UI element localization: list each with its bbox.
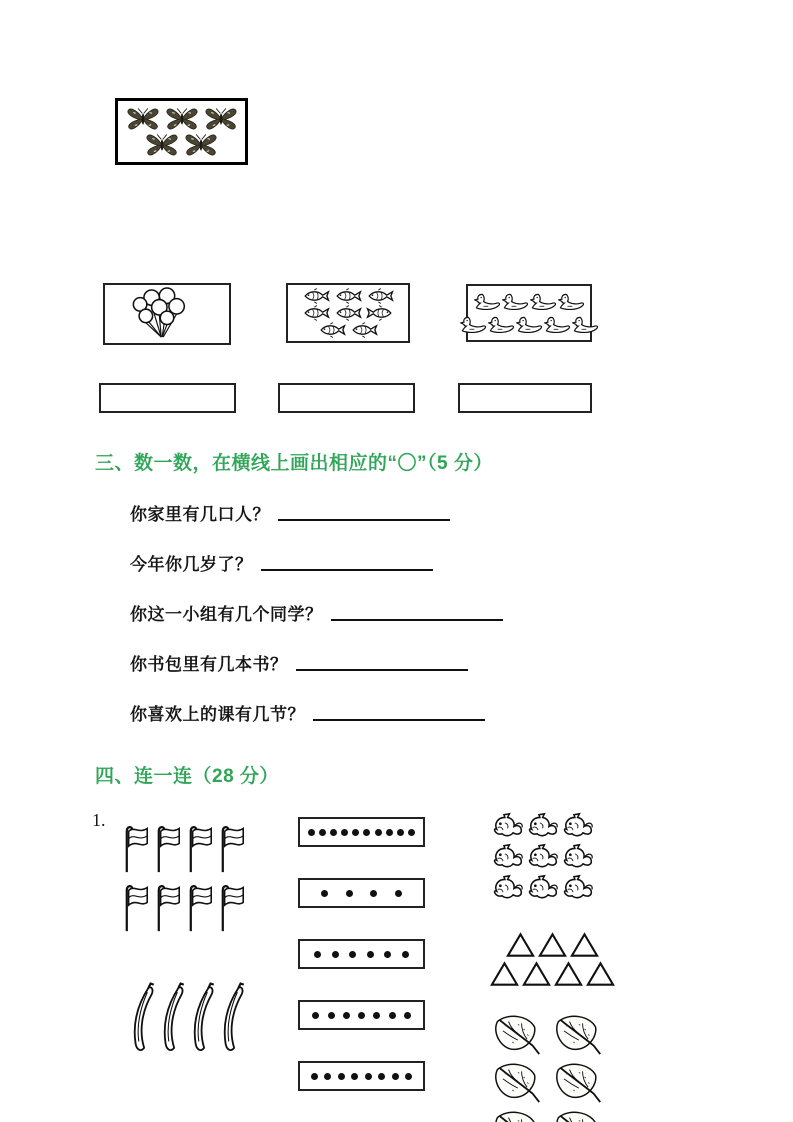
banana-group	[127, 980, 247, 1060]
triangle-row	[490, 961, 615, 987]
question-line	[130, 550, 503, 600]
dot	[308, 829, 315, 836]
dot	[365, 1073, 372, 1080]
flag-row	[121, 822, 249, 874]
goldfish-icon	[492, 874, 525, 903]
dot	[384, 951, 391, 958]
banana-icon	[127, 980, 157, 1060]
duck-icon	[488, 315, 515, 334]
dot	[338, 1073, 345, 1080]
question-text: 你家里有几口人？	[130, 505, 270, 524]
triangle-icon	[554, 961, 583, 987]
answer-blank	[296, 650, 468, 671]
answer-blank	[331, 600, 503, 621]
flag-icon	[185, 822, 217, 874]
dot	[351, 1073, 358, 1080]
answer-box	[278, 383, 415, 413]
question-list	[130, 500, 503, 750]
banana-row	[127, 980, 247, 1060]
leaf-icon	[490, 1014, 542, 1057]
dot	[370, 890, 377, 897]
duck-row	[460, 313, 599, 336]
dot	[341, 829, 348, 836]
duck-icon	[558, 292, 585, 311]
section-three-heading: 三、数一数，在横线上画出相应的“〇”（5 分）	[95, 453, 493, 474]
dot	[352, 829, 359, 836]
fish-icon	[365, 288, 395, 304]
duck-icon	[516, 315, 543, 334]
butterfly-icon	[144, 132, 180, 158]
banana-icon	[217, 980, 247, 1060]
banana-icon	[187, 980, 217, 1060]
flag-row	[121, 881, 249, 933]
dot	[386, 829, 393, 836]
fish-row	[317, 322, 379, 339]
duck-icon	[502, 292, 529, 311]
triangle-row	[506, 932, 615, 958]
dot	[324, 1073, 331, 1080]
dot	[367, 951, 374, 958]
goldfish-icon	[492, 812, 525, 841]
flag-icon	[185, 881, 217, 933]
dot	[404, 1012, 411, 1019]
dot-box	[298, 1061, 425, 1091]
fish-icon	[349, 322, 379, 338]
goldfish-row	[492, 843, 595, 872]
fish-icon	[333, 288, 363, 304]
triangle-icon	[538, 932, 567, 958]
triangle-icon	[522, 961, 551, 987]
fish-icon	[333, 305, 363, 321]
duck-row	[474, 290, 585, 313]
dot	[395, 890, 402, 897]
fish-icon	[365, 305, 395, 321]
dot	[332, 951, 339, 958]
dot	[311, 1073, 318, 1080]
question-text: 今年你几岁了？	[130, 555, 253, 574]
goldfish-icon	[527, 812, 560, 841]
triangle-icon	[490, 961, 519, 987]
dot	[402, 951, 409, 958]
duck-icon	[530, 292, 557, 311]
butterfly-picture-box	[115, 98, 248, 165]
dot	[389, 1012, 396, 1019]
dot-box	[298, 1000, 425, 1030]
question-text: 你这一小组有几个同学？	[130, 605, 323, 624]
item-number: 1.	[92, 810, 106, 830]
duck-icon	[474, 292, 501, 311]
flag-icon	[121, 822, 153, 874]
goldfish-row	[492, 812, 595, 841]
dot-box	[298, 817, 425, 847]
leaf-icon	[551, 1014, 603, 1057]
answer-blank	[278, 500, 450, 521]
dot	[375, 829, 382, 836]
leaf-row	[490, 1062, 603, 1105]
dot	[346, 890, 353, 897]
dot	[378, 1073, 385, 1080]
dot	[405, 1073, 412, 1080]
balloon-bunch-image	[117, 287, 217, 341]
dot-box	[298, 939, 425, 969]
flag-icon	[217, 822, 249, 874]
duck-picture-box	[466, 284, 592, 342]
section-four-heading: 四、连一连（28 分）	[95, 766, 279, 787]
leaf-icon	[551, 1110, 603, 1122]
goldfish-icon	[527, 874, 560, 903]
dot	[319, 829, 326, 836]
butterfly-row	[125, 106, 239, 132]
dot	[358, 1012, 365, 1019]
fish-icon	[301, 305, 331, 321]
goldfish-icon	[562, 874, 595, 903]
question-line	[130, 600, 503, 650]
flag-group	[121, 822, 249, 933]
butterfly-icon	[203, 106, 239, 132]
dot	[397, 829, 404, 836]
duck-icon	[544, 315, 571, 334]
dot	[392, 1073, 399, 1080]
leaf-icon	[490, 1110, 542, 1122]
question-text: 你书包里有几本书？	[130, 655, 288, 674]
fish-icon	[317, 322, 347, 338]
answer-blank	[261, 550, 433, 571]
answer-box	[458, 383, 592, 413]
goldfish-icon	[562, 843, 595, 872]
dot	[408, 829, 415, 836]
duck-icon	[572, 315, 599, 334]
fish-picture-box	[286, 283, 410, 343]
dot	[363, 829, 370, 836]
answer-blank	[313, 700, 485, 721]
flag-icon	[153, 822, 185, 874]
duck-icon	[460, 315, 487, 334]
triangle-group	[490, 932, 615, 987]
dot	[314, 951, 321, 958]
question-line	[130, 700, 503, 750]
answer-box	[99, 383, 236, 413]
flag-icon	[121, 881, 153, 933]
triangle-icon	[586, 961, 615, 987]
goldfish-icon	[527, 843, 560, 872]
banana-icon	[157, 980, 187, 1060]
goldfish-icon	[562, 812, 595, 841]
leaf-icon	[490, 1062, 542, 1105]
dot	[321, 890, 328, 897]
dot	[330, 829, 337, 836]
fish-icon	[301, 288, 331, 304]
leaf-row	[490, 1014, 603, 1057]
goldfish-icon	[492, 843, 525, 872]
question-line	[130, 500, 503, 550]
question-line	[130, 650, 503, 700]
dot-box-column	[298, 817, 425, 1091]
butterfly-icon	[183, 132, 219, 158]
fish-row	[301, 288, 395, 305]
triangle-icon	[506, 932, 535, 958]
dot	[328, 1012, 335, 1019]
dot	[349, 951, 356, 958]
butterfly-icon	[164, 106, 200, 132]
dot	[312, 1012, 319, 1019]
dot	[373, 1012, 380, 1019]
fish-row	[301, 305, 395, 322]
goldfish-row	[492, 874, 595, 903]
question-text: 你喜欢上的课有几节？	[130, 705, 305, 724]
butterfly-icon	[125, 106, 161, 132]
dot-box	[298, 878, 425, 908]
dot	[343, 1012, 350, 1019]
leaf-row	[490, 1110, 603, 1122]
triangle-icon	[570, 932, 599, 958]
goldfish-group	[492, 812, 595, 903]
leaf-icon	[551, 1062, 603, 1105]
balloon-picture-box	[103, 283, 231, 345]
flag-icon	[217, 881, 249, 933]
butterfly-row	[144, 132, 219, 158]
flag-icon	[153, 881, 185, 933]
leaf-group	[490, 1014, 603, 1122]
